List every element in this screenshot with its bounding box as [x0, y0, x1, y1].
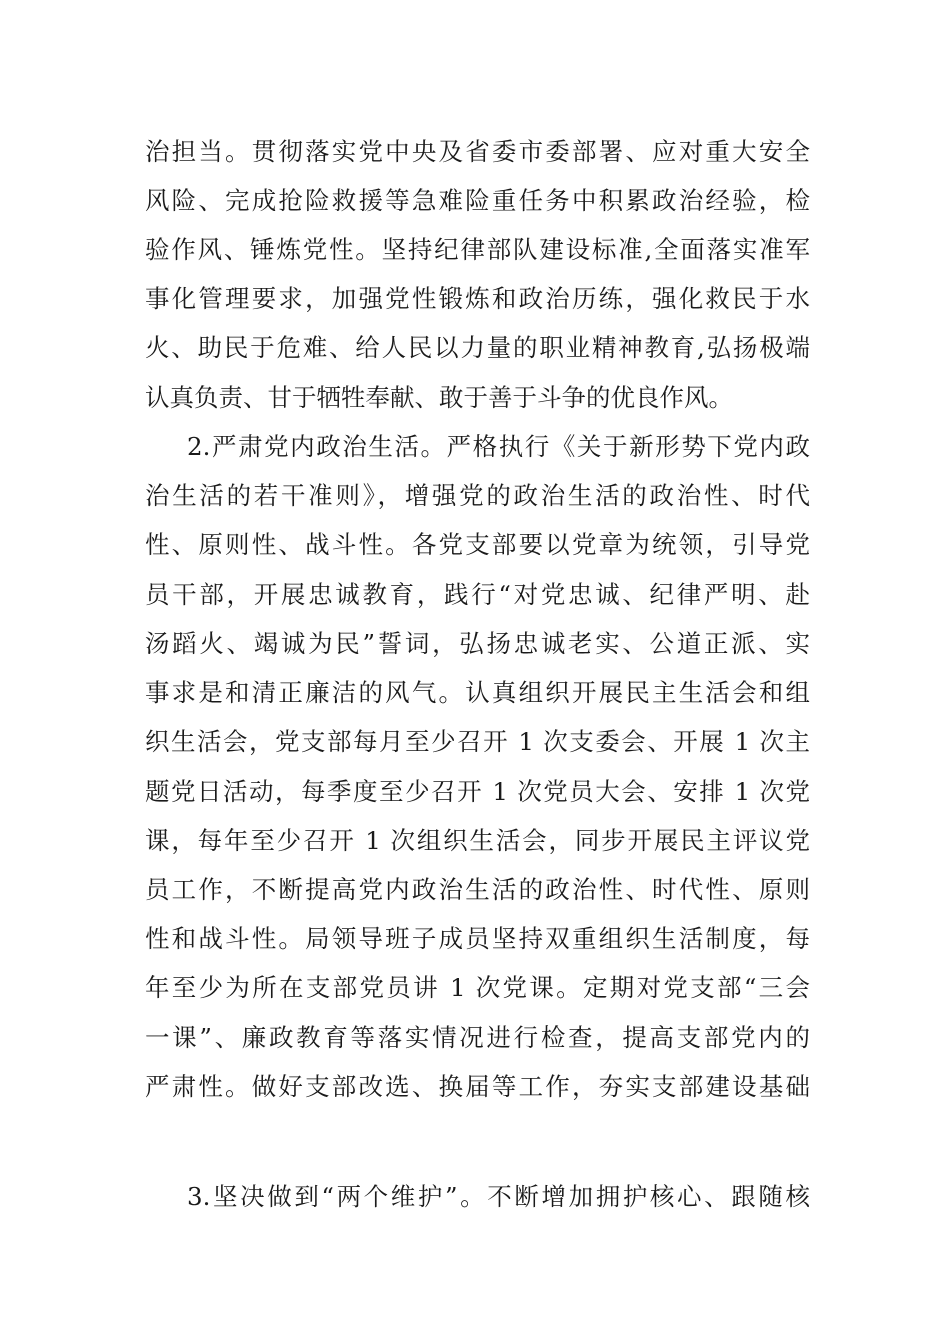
paragraph-2-line-9: 课，每年至少召开 1 次组织生活会，同步开展民主评议党 [145, 826, 810, 855]
paragraph-2-line-8: 题党日活动，每季度至少召开 1 次党员大会、安排 1 次党 [145, 777, 810, 806]
paragraph-2-line-11: 性和战斗性。局领导班子成员坚持双重组织生活制度，每 [145, 924, 810, 953]
paragraph-2-line-13: 一课”、廉政教育等落实情况进行检查，提高支部党内的 [145, 1023, 810, 1052]
paragraph-2-line-7: 织生活会，党支部每月至少召开 1 次支委会、开展 1 次主 [145, 727, 810, 756]
paragraph-2-line-6: 事求是和清正廉洁的风气。认真组织开展民主生活会和组 [145, 678, 810, 707]
paragraph-3-line-1: 3.坚决做到“两个维护”。不断增加拥护核心、跟随核 [187, 1182, 810, 1211]
paragraph-1-line-3: 验作风、锤炼党性。坚持纪律部队建设标准,全面落实准军 [145, 235, 810, 264]
paragraph-2-line-5: 汤蹈火、竭诚为民”誓词，弘扬忠诚老实、公道正派、实 [145, 629, 810, 658]
paragraph-2-line-4: 员干部，开展忠诚教育，践行“对党忠诚、纪律严明、赴 [145, 580, 810, 609]
paragraph-1-line-2: 风险、完成抢险救援等急难险重任务中积累政治经验，检 [145, 186, 810, 215]
paragraph-2-line-12: 年至少为所在支部党员讲 1 次党课。定期对党支部“三会 [145, 973, 810, 1002]
paragraph-1-line-1: 治担当。贯彻落实党中央及省委市委部署、应对重大安全 [145, 137, 810, 166]
paragraph-2-line-1: 2.严肃党内政治生活。严格执行《关于新形势下党内政 [187, 432, 810, 461]
paragraph-1-line-5: 火、助民于危难、给人民以力量的职业精神教育,弘扬极端 [145, 333, 810, 362]
paragraph-2-line-14: 严肃性。做好支部改选、换届等工作，夯实支部建设基础 [145, 1072, 810, 1101]
paragraph-1-line-6: 认真负责、甘于牺牲奉献、敢于善于斗争的优良作风。 [145, 383, 733, 412]
paragraph-2-line-3: 性、原则性、战斗性。各党支部要以党章为统领，引导党 [145, 530, 810, 559]
paragraph-2-line-2: 治生活的若干准则》，增强党的政治生活的政治性、时代 [145, 481, 810, 510]
paragraph-1-line-4: 事化管理要求，加强党性锻炼和政治历练，强化救民于水 [145, 284, 810, 313]
paragraph-2-line-10: 员工作，不断提高党内政治生活的政治性、时代性、原则 [145, 875, 810, 904]
